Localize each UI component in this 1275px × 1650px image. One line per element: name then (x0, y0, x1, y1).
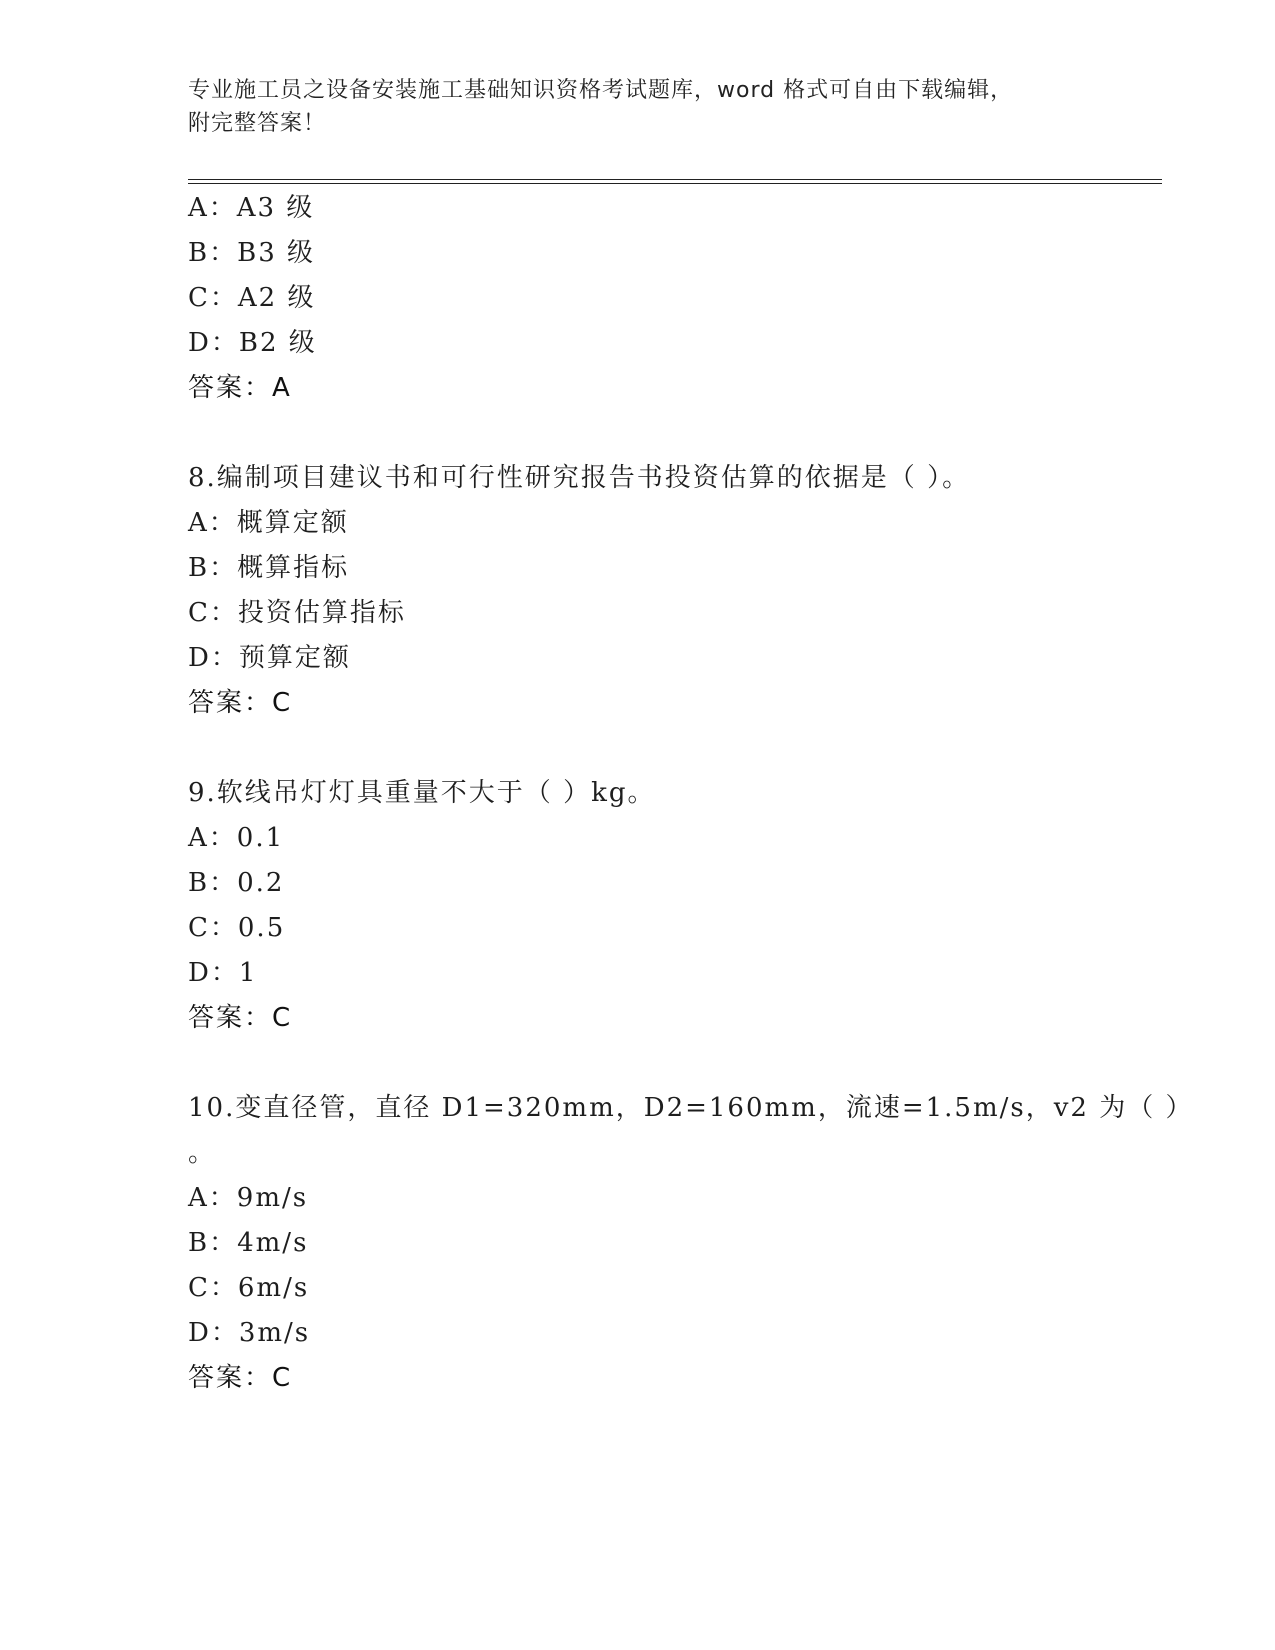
header-line-1: 专业施工员之设备安装施工基础知识资格考试题库，word 格式可自由下载编辑， (188, 78, 1014, 103)
q7-option-c: C：A2 级 (188, 283, 316, 313)
q7-option-b: B：B3 级 (188, 238, 316, 268)
q8-answer: 答案：C (188, 688, 293, 718)
document-header (188, 74, 1088, 140)
q8-option-d: D：预算定额 (188, 643, 351, 673)
q9-option-a: A：0.1 (188, 823, 285, 853)
q10-option-d: D：3m/s (188, 1318, 311, 1348)
q10-answer: 答案：C (188, 1363, 293, 1393)
q10-stem: 10.变直径管，直径 D1=320mm，D2=160mm，流速=1.5m/s，v2 为（ ） (188, 1093, 1194, 1123)
q9-answer: 答案：C (188, 1003, 293, 1033)
q10-option-c: C：6m/s (188, 1273, 310, 1303)
q10-option-b: B：4m/s (188, 1228, 309, 1258)
q8-option-a: A：概算定额 (188, 508, 349, 538)
q9-option-b: B：0.2 (188, 868, 285, 898)
q8-stem: 8.编制项目建议书和可行性研究报告书投资估算的依据是（ ）。 (188, 463, 971, 493)
q10-stem-continuation: 。 (188, 1138, 217, 1168)
q10-option-a: A：9m/s (188, 1183, 309, 1213)
q9-option-c: C：0.5 (188, 913, 286, 943)
q9-stem: 9.软线吊灯灯具重量不大于（ ）kg。 (188, 778, 656, 808)
q8-option-c: C：投资估算指标 (188, 598, 406, 628)
q7-answer: 答案：A (188, 373, 292, 403)
q8-option-b: B：概算指标 (188, 553, 350, 583)
header-divider-bottom (188, 183, 1162, 184)
header-divider-top (188, 179, 1162, 180)
q9-option-d: D：1 (188, 958, 258, 988)
header-line-2: 附完整答案！ (188, 111, 327, 136)
q7-option-d: D：B2 级 (188, 328, 317, 358)
q7-option-a: A：A3 级 (188, 193, 315, 223)
